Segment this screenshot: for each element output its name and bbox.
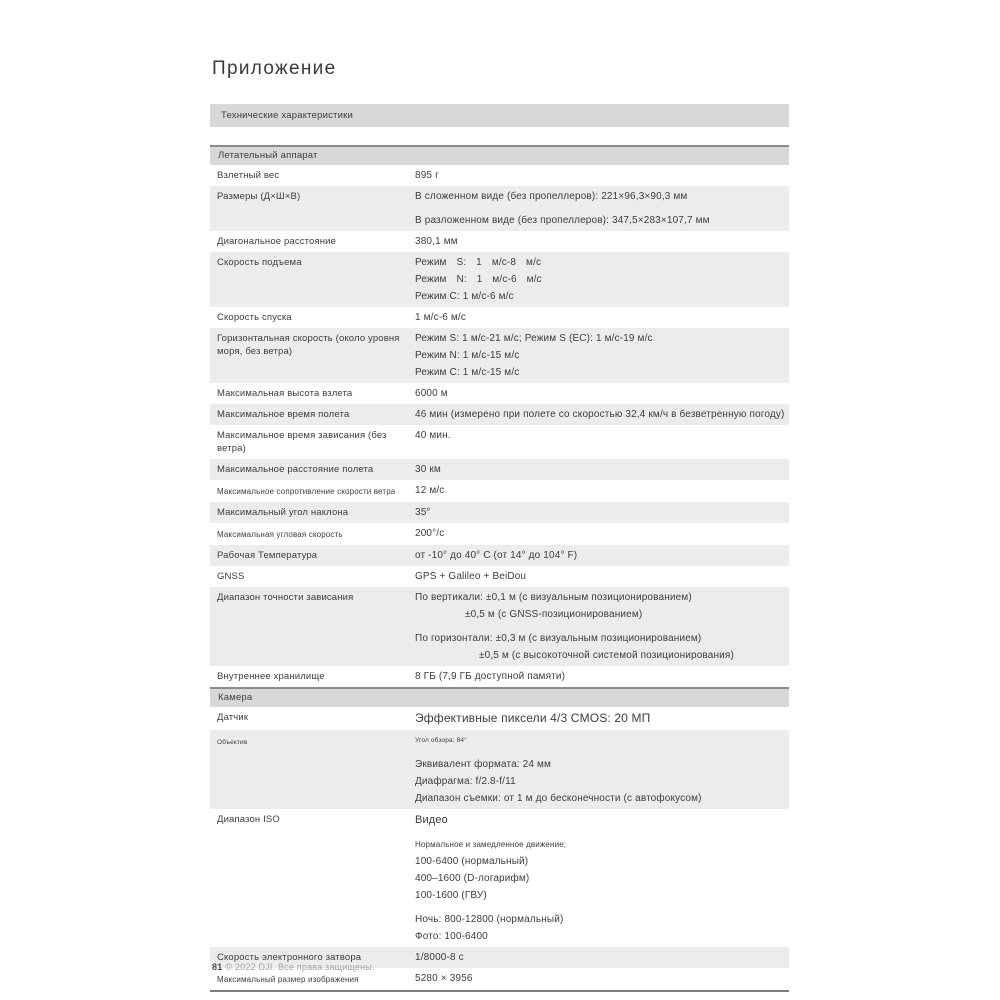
spec-value-line: Эффективные пиксели 4/3 CMOS: 20 МП bbox=[415, 711, 651, 725]
spec-row bbox=[210, 566, 789, 587]
spec-value-line: Эквивалент формата: 24 мм bbox=[415, 759, 552, 770]
spec-label: Максимальное время полета bbox=[217, 409, 350, 420]
spec-row bbox=[210, 165, 789, 186]
spec-label: Размеры (Д×Ш×В) bbox=[217, 191, 301, 202]
table-section-header: Летательный аппарат bbox=[210, 145, 789, 165]
spec-value bbox=[415, 502, 789, 523]
spec-value-line: Режим N: 1 м/с-15 м/с bbox=[415, 350, 520, 361]
spec-value-line: 1 м/с-6 м/с bbox=[415, 312, 466, 323]
spec-label: Максимальный размер изображения bbox=[217, 975, 359, 984]
spec-row bbox=[210, 252, 789, 307]
spec-row bbox=[210, 231, 789, 252]
spec-row bbox=[210, 545, 789, 566]
spec-label: Диапазон точности зависания bbox=[217, 592, 354, 603]
spec-value bbox=[415, 231, 789, 252]
spec-value-line: Режим N: 1 м/с-6 м/с bbox=[415, 274, 542, 285]
spec-label: Внутреннее хранилище bbox=[217, 671, 325, 682]
spec-value bbox=[415, 383, 789, 404]
spec-row bbox=[210, 809, 789, 947]
spec-row bbox=[210, 328, 789, 383]
spec-value-line: Режим C: 1 м/с-6 м/с bbox=[415, 291, 514, 302]
spec-value-line: Диапазон съемки: от 1 м до бесконечности (с автофокусом) bbox=[415, 793, 702, 804]
spec-value-line: Режим C: 1 м/с-15 м/с bbox=[415, 367, 520, 378]
spec-value bbox=[415, 545, 789, 566]
spec-value-line: 30 км bbox=[415, 464, 441, 475]
spec-label: Максимальное расстояние полета bbox=[217, 464, 374, 475]
spec-label: Скорость подъема bbox=[217, 257, 302, 268]
spec-value bbox=[415, 707, 789, 730]
spec-label: Диагональное расстояние bbox=[217, 236, 337, 247]
spec-value-line: По вертикали: ±0,1 м (с визуальным позиционированием) bbox=[415, 592, 692, 603]
spec-value-line: Угол обзора: 84° bbox=[415, 737, 467, 744]
spec-value-line: 200°/с bbox=[415, 528, 445, 539]
spec-value-line: 12 м/с bbox=[415, 485, 445, 496]
spec-value-line: Ночь: 800-12800 (нормальный) bbox=[415, 914, 564, 925]
spec-value-line: 400–1600 (D-логарифм) bbox=[415, 873, 530, 884]
spec-value-line: По горизонтали: ±0,3 м (с визуальным позиционированием) bbox=[415, 633, 702, 644]
spec-row bbox=[210, 587, 789, 666]
spec-row bbox=[210, 707, 789, 730]
spec-value-line: Диафрагма: f/2.8-f/11 bbox=[415, 776, 516, 787]
spec-value bbox=[415, 947, 789, 968]
spec-value-line: 380,1 мм bbox=[415, 236, 458, 247]
spec-value bbox=[415, 809, 789, 947]
spec-label: Датчик bbox=[217, 712, 249, 723]
page-number: 81 bbox=[212, 962, 223, 972]
spec-value bbox=[415, 480, 789, 502]
spec-label: Максимальное время зависания (без ветра) bbox=[217, 430, 387, 454]
spec-value-line: 1/8000-8 с bbox=[415, 952, 464, 963]
spec-row bbox=[210, 666, 789, 687]
document-page bbox=[210, 57, 789, 984]
spec-value-line: GPS + Galileo + BeiDou bbox=[415, 571, 527, 582]
spec-row bbox=[210, 480, 789, 502]
spec-value bbox=[415, 730, 789, 809]
spec-value bbox=[415, 587, 789, 666]
table-section-header: Камера bbox=[210, 687, 789, 707]
spec-value bbox=[415, 425, 789, 459]
spec-value-line: 6000 м bbox=[415, 388, 448, 399]
spec-row bbox=[210, 425, 789, 459]
spec-value-line: 46 мин (измерено при полете со скоростью 32,4 км/ч в безветренную погоду) bbox=[415, 409, 785, 420]
section-header-label: Технические характеристики bbox=[221, 110, 353, 121]
spec-label: Рабочая Температура bbox=[217, 550, 318, 561]
spec-value bbox=[415, 252, 789, 307]
spec-label: Взлетный вес bbox=[217, 170, 280, 181]
spec-value bbox=[415, 666, 789, 687]
spec-value bbox=[415, 404, 789, 425]
spec-value-line: 40 мин. bbox=[415, 430, 451, 441]
spec-value-line: В сложенном виде (без пропеллеров): 221×96,3×90,3 мм bbox=[415, 191, 688, 202]
spec-label: Объектив bbox=[217, 739, 248, 746]
spec-value bbox=[415, 328, 789, 383]
spec-row bbox=[210, 186, 789, 231]
page-footer bbox=[212, 962, 375, 972]
spec-label: Максимальная угловая скорость bbox=[217, 530, 343, 539]
spec-value-line: 100-6400 (нормальный) bbox=[415, 856, 529, 867]
section-header-bar bbox=[210, 104, 789, 127]
spec-value-line: 35° bbox=[415, 507, 431, 518]
spec-value-line: ±0,5 м (с высокоточной системой позиционирования) bbox=[479, 650, 734, 661]
spec-label: Максимальное сопротивление скорости ветра bbox=[217, 487, 396, 496]
spec-value-line: Режим S: 1 м/с-21 м/с; Режим S (ЕС): 1 м/с-19 м/с bbox=[415, 333, 653, 344]
spec-value bbox=[415, 165, 789, 186]
spec-value-line: Режим S: 1 м/с-8 м/с bbox=[415, 257, 542, 268]
spec-value-line: 5280 × 3956 bbox=[415, 973, 473, 984]
copyright-text: © 2022 DJI. Все права защищены. bbox=[225, 962, 375, 972]
spec-value-line: Фото: 100-6400 bbox=[415, 931, 488, 942]
spec-value bbox=[415, 459, 789, 480]
spec-row bbox=[210, 523, 789, 545]
spec-row bbox=[210, 404, 789, 425]
spec-label: Скорость спуска bbox=[217, 312, 292, 323]
spec-value-line: 100-1600 (ГВУ) bbox=[415, 890, 487, 901]
spec-value bbox=[415, 566, 789, 587]
spec-value-line: ±0,5 м (с GNSS-позиционированием) bbox=[465, 609, 643, 620]
spec-row bbox=[210, 502, 789, 523]
page-title: Приложение bbox=[212, 58, 337, 79]
spec-value bbox=[415, 968, 789, 990]
spec-value-line: Нормальное и замедленное движение; bbox=[415, 840, 567, 849]
spec-value bbox=[415, 307, 789, 328]
spec-label: Максимальный угол наклона bbox=[217, 507, 349, 518]
spec-row bbox=[210, 383, 789, 404]
spec-row bbox=[210, 307, 789, 328]
spec-value-line: Видео bbox=[415, 814, 448, 826]
spec-row bbox=[210, 730, 789, 809]
spec-label: Горизонтальная скорость (около уровня моря, без ветра) bbox=[217, 333, 400, 357]
spec-label: Скорость электронного затвора bbox=[217, 952, 362, 963]
spec-value bbox=[415, 186, 789, 231]
spec-label: Максимальная высота взлета bbox=[217, 388, 353, 399]
spec-value bbox=[415, 523, 789, 545]
spec-label: Диапазон ISO bbox=[217, 814, 280, 825]
spec-value-line: 8 ГБ (7,9 ГБ доступной памяти) bbox=[415, 671, 566, 682]
spec-value-line: 895 г bbox=[415, 170, 439, 181]
spec-table bbox=[210, 145, 789, 992]
spec-row bbox=[210, 459, 789, 480]
spec-value-line: В разложенном виде (без пропеллеров): 347,5×283×107,7 мм bbox=[415, 215, 710, 226]
spec-label: GNSS bbox=[217, 571, 245, 582]
spec-value-line: от -10° до 40° C (от 14° до 104° F) bbox=[415, 550, 578, 561]
